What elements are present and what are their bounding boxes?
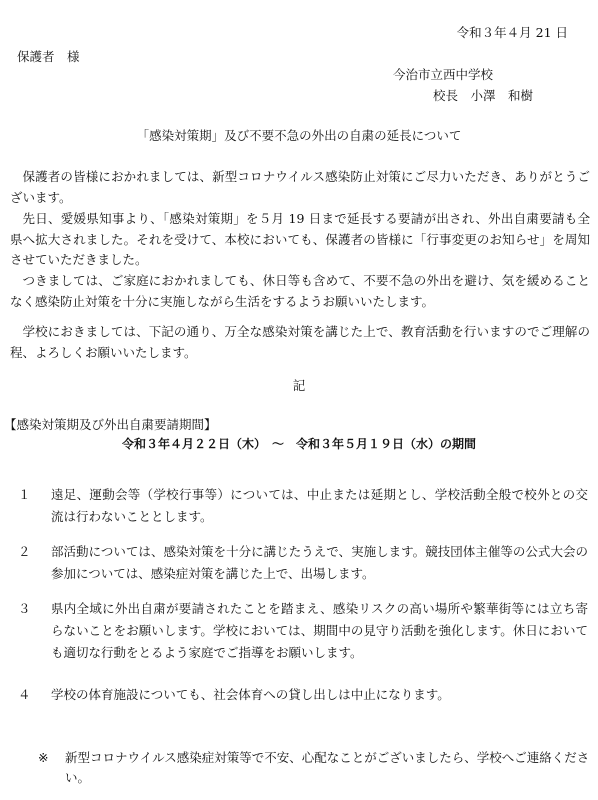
item-number: ２ xyxy=(18,544,31,559)
body-paragraph: つきましては、ご家庭におかれましても、休日等も含めて、不要不急の外出を避け、気を緩めることなく感染防止対策を十分に実施しながら生活をするようお願いいたします。 xyxy=(10,273,590,309)
issue-date: 令和３年４月 21 日 xyxy=(456,25,568,40)
ki-marker: 記 xyxy=(292,378,306,393)
item-text: 県内全域に外出自粛が要請されたことを踏まえ、感染リスクの高い場所や繁華街等には立ち寄らないことをお願いします。学校においては、期間中の見守り活動を強化します。休日においても適切な行動をとるよう家庭でご指導をお願いします。 xyxy=(51,601,588,660)
list-item xyxy=(18,484,588,528)
note-mark: ※ xyxy=(38,750,49,765)
list-item xyxy=(18,541,588,585)
contact-note xyxy=(38,748,590,788)
document-title: 「感染対策期」及び不要不急の外出の自粛の延長について xyxy=(136,128,462,143)
item-text: 学校の体育施設についても、社会体育への貸し出しは中止になります。 xyxy=(51,687,450,702)
item-number: ４ xyxy=(18,687,31,702)
principal-name: 校長 小澤 和樹 xyxy=(433,88,534,103)
list-item xyxy=(18,684,588,706)
item-text: 遠足、運動会等（学校行事等）については、中止または延期とし、学校活動全般で校外との交流は行わないこととします。 xyxy=(51,487,588,524)
period-range: 令和３年４月２２日（木） ～ 令和３年５月１９日（水）の期間 xyxy=(121,437,476,451)
body-paragraph: 保護者の皆様におかれましては、新型コロナウイルス感染防止対策にご尽力いただき、ありがとうございます。 xyxy=(10,169,590,205)
school-name: 今治市立西中学校 xyxy=(393,67,494,82)
body-paragraph: 学校におきましては、下記の通り、万全な感染対策を講じた上で、教育活動を行いますのでご理解の程、よろしくお願いいたします。 xyxy=(10,324,590,360)
period-heading: 【感染対策期及び外出自粛要請期間】 xyxy=(4,417,217,432)
item-number: １ xyxy=(18,487,31,502)
body-paragraph: 先日、愛媛県知事より、「感染対策期」を５月 19 日まで延長する要請が出され、外出自粛要請も全県へ拡大されました。それを受けて、本校においても、保護者の皆様に「行事変更のお知らせ」を周知させていただきました。 xyxy=(10,211,590,267)
recipient: 保護者 様 xyxy=(17,49,80,64)
list-item xyxy=(18,598,588,664)
item-text: 部活動については、感染対策を十分に講じたうえで、実施します。競技団体主催等の公式大会の参加については、感染症対策を講じた上で、出場します。 xyxy=(51,544,588,581)
item-number: ３ xyxy=(18,601,31,616)
note-text: 新型コロナウイルス感染症対策等で不安、心配なことがございましたら、学校へご連絡ください。 xyxy=(65,750,590,785)
